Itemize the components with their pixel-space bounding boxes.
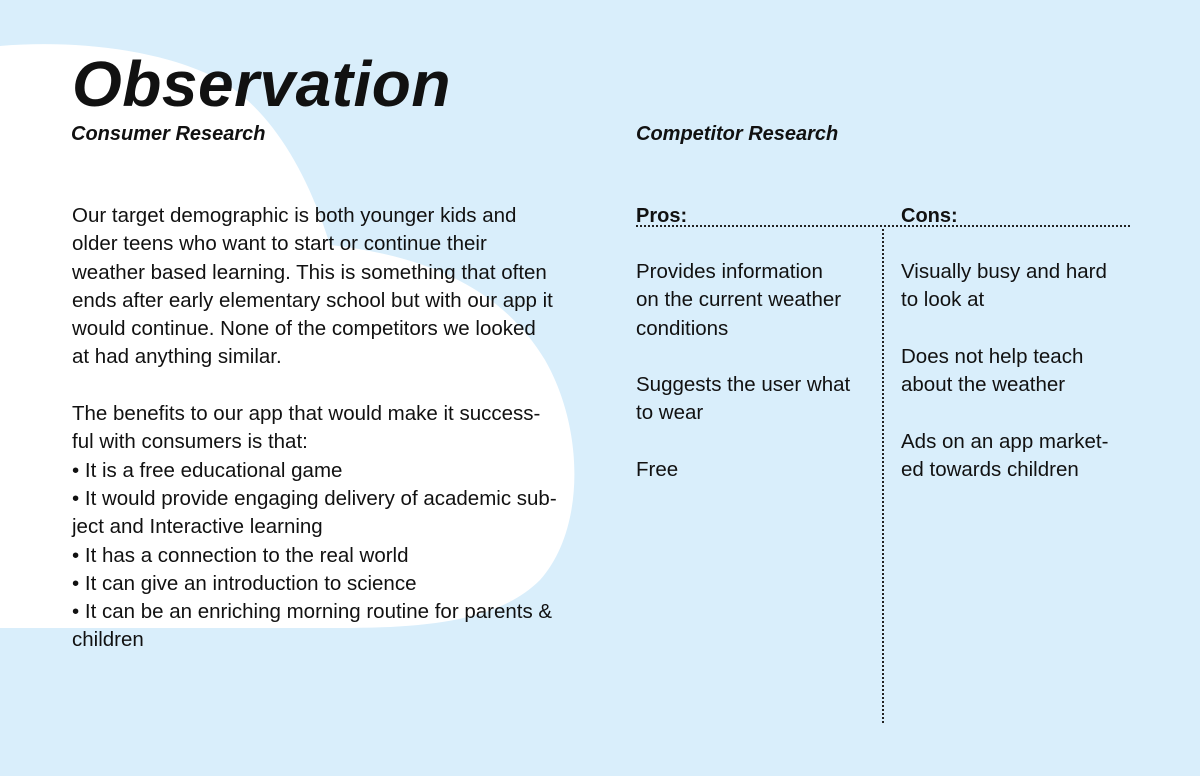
con-item [901, 258, 1131, 315]
con-text: Ads on an app market- ed towards children [901, 429, 1109, 482]
para2-line: ful with consumers is that: [72, 430, 308, 454]
page-title: Observation [72, 48, 451, 120]
para1-line: at had anything similar. [72, 345, 282, 369]
benefit-item [72, 457, 612, 485]
pro-item [636, 258, 874, 343]
para2-line: The benefits to our app that would make it success- [72, 402, 541, 426]
para1-line: ends after early elementary school but with our app it [72, 288, 553, 312]
con-text: Does not help teach about the weather [901, 344, 1084, 397]
pros-list [636, 258, 874, 513]
consumer-paragraph-1 [72, 202, 612, 372]
pro-item [636, 456, 874, 484]
pro-text: Provides information on the current weather conditions [636, 260, 842, 340]
horizontal-dotted-divider [636, 225, 1130, 227]
consumer-research-body [72, 202, 612, 655]
con-item [901, 343, 1131, 400]
para1-line: would continue. None of the competitors we looked [72, 317, 536, 341]
consumer-research-heading: Consumer Research [71, 123, 266, 145]
pro-item [636, 371, 874, 428]
para1-line: weather based learning. This is something that often [72, 260, 547, 284]
con-text: Visually busy and hard to look at [901, 260, 1107, 312]
consumer-paragraph-2 [72, 400, 612, 457]
para1-line: older teens who want to start or continue their [72, 232, 487, 256]
pro-text: Suggests the user what to wear [636, 373, 851, 425]
benefit-item [72, 598, 612, 655]
pros-heading: Pros: [636, 205, 688, 227]
cons-list [901, 258, 1131, 513]
benefit-text: It is a free educational game [84, 458, 343, 482]
competitor-research-heading: Competitor Research [636, 123, 839, 145]
benefit-text: It can give an introduction to science [84, 571, 417, 595]
vertical-dotted-divider [882, 229, 884, 723]
benefit-item [72, 542, 612, 570]
benefit-item [72, 485, 612, 542]
benefit-text: It has a connection to the real world [84, 543, 409, 567]
para1-line: Our target demographic is both younger kids and [72, 204, 517, 227]
benefits-list [72, 457, 612, 655]
benefit-item [72, 570, 612, 598]
con-item [901, 428, 1131, 485]
cons-heading: Cons: [901, 205, 958, 227]
benefit-text: It would provide engaging delivery of academic sub- ject and Interactive learning [72, 486, 557, 539]
pro-text: Free [636, 458, 679, 482]
benefit-text: It can be an enriching morning routine for parents & children [72, 600, 553, 652]
paragraph-gap [72, 372, 612, 400]
